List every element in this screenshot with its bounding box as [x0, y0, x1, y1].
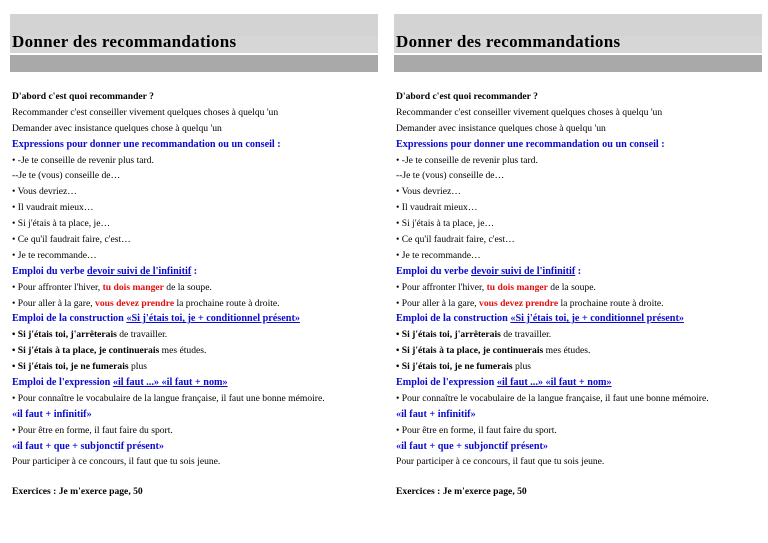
- example-line: [396, 280, 762, 296]
- definition-line: Demander avec insistance quelques chose à quelqu 'un: [396, 122, 606, 134]
- example-line: [396, 359, 762, 375]
- exercise-reference: Exercices : Je m'exerce page, 50: [12, 486, 143, 498]
- heading-text: :: [191, 265, 198, 277]
- heading-text: Emploi de l'expression: [396, 377, 497, 389]
- section-heading-devoir: [12, 264, 378, 280]
- example-line: [396, 296, 762, 312]
- example-line: • Pour connaître le vocabulaire de la langue française, il faut une bonne mémoire.: [396, 392, 709, 404]
- expression-item: • Ce qu'il faudrait faire, c'est…: [12, 234, 131, 246]
- section-heading-devoir: [396, 264, 762, 280]
- example-text: plus: [128, 361, 148, 373]
- subheading-subjonctif: «il faut + que + subjonctif présent»: [12, 440, 164, 452]
- highlight-verb: tu dois manger: [100, 281, 164, 293]
- example-line: [12, 343, 378, 359]
- heading-text: Emploi du verbe: [396, 265, 471, 277]
- heading-text: :: [575, 265, 582, 277]
- example-line: Pour participer à ce concours, il faut que tu sois jeune.: [12, 456, 221, 468]
- example-bold: • Si j'étais toi, j'arrêterais: [12, 329, 117, 341]
- expression-item: • Ce qu'il faudrait faire, c'est…: [396, 234, 515, 246]
- definition-question: D'abord c'est quoi recommander ?: [12, 91, 154, 102]
- document-body: [12, 89, 378, 500]
- example-text: de la soupe.: [547, 281, 596, 293]
- example-text: • Pour aller à la gare,: [12, 297, 96, 309]
- expression-item: --Je te (vous) conseille de…: [12, 170, 121, 182]
- expression-item: • Je te recommande…: [12, 249, 97, 261]
- example-text: la prochaine route à droite.: [558, 297, 664, 309]
- heading-text: Emploi du verbe: [12, 265, 87, 277]
- subheading-subjonctif: «il faut + que + subjonctif présent»: [396, 440, 548, 452]
- spacer: [396, 470, 762, 484]
- heading-text: Emploi de la construction: [396, 313, 511, 325]
- section-heading-expressions: Expressions pour donner une recommandation ou un conseil :: [12, 138, 281, 150]
- definition-line: Recommander c'est conseiller vivement quelques choses à quelqu 'un: [12, 106, 279, 118]
- section-heading-il-faut: [396, 375, 762, 391]
- example-text: plus: [512, 361, 532, 373]
- page-title: Donner des recommandations: [396, 32, 621, 51]
- expression-item: --Je te (vous) conseille de…: [396, 170, 505, 182]
- example-text: de travailler.: [116, 329, 168, 341]
- example-text: mes études.: [159, 345, 207, 357]
- expression-item: • -Je te conseille de revenir plus tard.: [396, 154, 538, 166]
- section-heading-construction: [12, 311, 378, 327]
- example-line: [396, 343, 762, 359]
- subheading-infinitif: «il faut + infinitif»: [12, 408, 92, 420]
- example-line: • Pour être en forme, il faut faire du sport.: [12, 424, 173, 436]
- example-text: • Pour affronter l'hiver,: [12, 281, 101, 293]
- expression-item: • Vous devriez…: [396, 186, 461, 198]
- expression-item: • Je te recommande…: [396, 249, 481, 261]
- expression-item: • Il vaudrait mieux…: [12, 202, 94, 214]
- section-heading-construction: [396, 311, 762, 327]
- example-text: la prochaine route à droite.: [174, 297, 280, 309]
- example-text: de travailler.: [500, 329, 552, 341]
- heading-text: Emploi de la construction: [12, 313, 127, 325]
- document-panel-left: [10, 0, 378, 543]
- expression-item: • Il vaudrait mieux…: [396, 202, 478, 214]
- section-heading-expressions: Expressions pour donner une recommandation ou un conseil :: [396, 138, 665, 150]
- exercise-reference: Exercices : Je m'exerce page, 50: [396, 486, 527, 498]
- example-bold: • Si j'étais toi, j'arrêterais: [396, 329, 501, 341]
- example-text: mes études.: [543, 345, 591, 357]
- example-line: • Pour connaître le vocabulaire de la langue française, il faut une bonne mémoire.: [12, 392, 325, 404]
- example-text: de la soupe.: [163, 281, 212, 293]
- document-panel-right: [394, 0, 762, 543]
- example-line: [396, 327, 762, 343]
- heading-underlined: devoir suivi de l'infinitif: [87, 265, 192, 277]
- section-heading-il-faut: [12, 375, 378, 391]
- highlight-verb: vous devez prendre: [95, 297, 175, 309]
- expression-item: • Si j'étais à ta place, je…: [396, 218, 495, 230]
- heading-underlined: «il faut ...» «il faut + nom»: [496, 377, 612, 389]
- subheading-infinitif: «il faut + infinitif»: [396, 408, 476, 420]
- expression-item: • -Je te conseille de revenir plus tard.: [12, 154, 154, 166]
- heading-underlined: «Si j'étais toi, je + conditionnel présent»: [126, 313, 300, 325]
- page-title: Donner des recommandations: [12, 32, 237, 51]
- heading-underlined: «il faut ...» «il faut + nom»: [112, 377, 228, 389]
- example-line: [12, 280, 378, 296]
- document-body: [396, 89, 762, 500]
- spacer: [12, 470, 378, 484]
- example-bold: • Si j'étais toi, je ne fumerais: [396, 361, 513, 373]
- header-band-bottom: [10, 55, 378, 72]
- expression-item: • Vous devriez…: [12, 186, 77, 198]
- definition-question: D'abord c'est quoi recommander ?: [396, 91, 538, 102]
- highlight-verb: vous devez prendre: [479, 297, 559, 309]
- example-line: [12, 327, 378, 343]
- definition-line: Recommander c'est conseiller vivement quelques choses à quelqu 'un: [396, 106, 663, 118]
- example-line: [12, 359, 378, 375]
- definition-line: Demander avec insistance quelques chose à quelqu 'un: [12, 122, 222, 134]
- expression-item: • Si j'étais à ta place, je…: [12, 218, 111, 230]
- example-bold: • Si j'étais à ta place, je continuerais: [12, 345, 160, 357]
- example-bold: • Si j'étais toi, je ne fumerais: [12, 361, 129, 373]
- example-line: • Pour être en forme, il faut faire du sport.: [396, 424, 557, 436]
- heading-text: Emploi de l'expression: [12, 377, 113, 389]
- example-text: • Pour affronter l'hiver,: [396, 281, 485, 293]
- example-bold: • Si j'étais à ta place, je continuerais: [396, 345, 544, 357]
- highlight-verb: tu dois manger: [484, 281, 548, 293]
- example-line: [12, 296, 378, 312]
- heading-underlined: devoir suivi de l'infinitif: [471, 265, 576, 277]
- heading-underlined: «Si j'étais toi, je + conditionnel présent»: [510, 313, 684, 325]
- header-band-bottom: [394, 55, 762, 72]
- example-text: • Pour aller à la gare,: [396, 297, 480, 309]
- example-line: Pour participer à ce concours, il faut que tu sois jeune.: [396, 456, 605, 468]
